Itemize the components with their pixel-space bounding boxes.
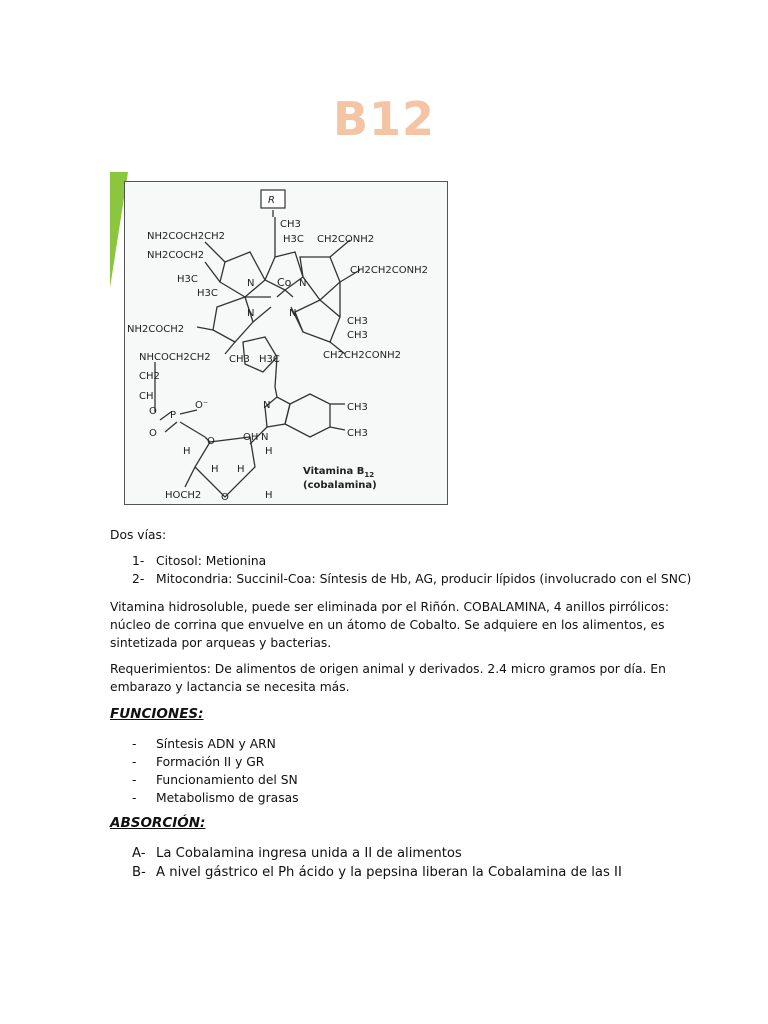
- list-marker: B-: [132, 865, 146, 880]
- absorption-heading: ABSORCIÓN:: [110, 815, 206, 831]
- list-item: [132, 753, 692, 771]
- list-item: [132, 863, 692, 882]
- mol-label: O⁻: [195, 400, 209, 411]
- mol-label: N: [261, 432, 269, 443]
- mol-label: H: [265, 490, 273, 501]
- mol-label: O: [149, 406, 157, 417]
- cobalamin-molecule-diagram: [125, 182, 447, 504]
- mol-label: H: [211, 464, 219, 475]
- mol-label: CH3: [347, 402, 368, 413]
- mol-label: CH3: [229, 354, 250, 365]
- figure-caption-line1: Vitamina $B_{12}$: [303, 466, 375, 479]
- functions-heading: FUNCIONES:: [110, 706, 204, 722]
- mol-label: P: [170, 410, 177, 421]
- list-item-text: La Cobalamina ingresa unida a II de alimentos: [156, 846, 462, 861]
- mol-label: N: [299, 278, 307, 289]
- list-item-text: Síntesis ADN y ARN: [156, 737, 276, 751]
- mol-label: N: [289, 308, 297, 319]
- mol-label: CH3: [347, 330, 368, 341]
- page-title: B12: [332, 92, 436, 146]
- list-item-text: A nivel gástrico el Ph ácido y la pepsina liberan la Cobalamina de las II: [156, 865, 622, 880]
- mol-label: CH2CONH2: [317, 234, 375, 245]
- absorption-list: [132, 844, 692, 882]
- mol-label: NH2COCH2: [147, 250, 205, 261]
- functions-list: [132, 735, 692, 807]
- list-item-text: Metabolismo de grasas: [156, 791, 299, 805]
- list-item: [132, 735, 692, 753]
- mol-label: CH2: [139, 371, 160, 382]
- list-marker: -: [132, 755, 137, 769]
- list-marker: 2-: [132, 572, 145, 586]
- mol-label: H3C: [283, 234, 304, 245]
- list-item-text: Citosol: Metionina: [156, 554, 267, 568]
- mol-label: OH: [243, 432, 259, 443]
- intro-text: Dos vías:: [110, 528, 167, 542]
- list-marker: 1-: [132, 554, 145, 568]
- cobalt-label: Co: [277, 276, 292, 289]
- mol-label: H3C: [197, 288, 218, 299]
- list-item: [132, 789, 692, 807]
- mol-label: H: [183, 446, 191, 457]
- list-marker: -: [132, 737, 137, 751]
- mol-label: HOCH2: [165, 490, 202, 501]
- mol-label: H: [237, 464, 245, 475]
- mol-label: NH2COCH2CH2: [147, 231, 225, 242]
- mol-label: O: [207, 436, 215, 447]
- list-item: [132, 552, 692, 570]
- mol-label: H: [265, 446, 273, 457]
- mol-label: CH3: [347, 428, 368, 439]
- mol-label: CH3: [347, 316, 368, 327]
- r-group-label: R: [268, 195, 275, 206]
- list-marker: -: [132, 791, 137, 805]
- list-item: [132, 771, 692, 789]
- mol-label: H3C: [177, 274, 198, 285]
- paragraph-requirements: Requerimientos: De alimentos de origen animal y derivados. 2.4 micro gramos por día. En embarazo y lactancia se necesita más.: [110, 662, 666, 694]
- list-item: [132, 844, 692, 863]
- mol-label: NHCOCH2CH2: [139, 352, 211, 363]
- figure-caption-line2: (cobalamina): [303, 480, 377, 491]
- paragraph-cobalamin: Vitamina hidrosoluble, puede ser eliminada por el Riñón. COBALAMINA, 4 anillos pirrólicos: núcleo de corrina que envuelve en un átomo de Cobalto. Se adquiere en los alimentos, es sintetizada por arqueas y bacterias.: [110, 600, 669, 650]
- mol-label: CH2CH2CONH2: [323, 350, 401, 361]
- mol-label: O: [149, 428, 157, 439]
- mol-label: N: [263, 400, 271, 411]
- pathways-list: [132, 552, 692, 588]
- list-item-text: Mitocondria: Succinil-Coa: Síntesis de Hb, AG, producir lípidos (involucrado con el SNC): [156, 572, 692, 586]
- list-item-text: Formación II y GR: [156, 755, 265, 769]
- mol-label: H3C: [259, 354, 280, 365]
- list-marker: A-: [132, 846, 146, 861]
- list-marker: -: [132, 773, 137, 787]
- mol-label: CH3: [280, 219, 301, 230]
- cobalamin-structure-figure: [124, 181, 448, 505]
- mol-label: N: [247, 308, 255, 319]
- mol-label: CH: [139, 391, 154, 402]
- mol-label: N: [247, 278, 255, 289]
- mol-label: CH2CH2CONH2: [350, 265, 428, 276]
- list-item: [132, 570, 692, 588]
- list-item-text: Funcionamiento del SN: [156, 773, 298, 787]
- mol-label: NH2COCH2: [127, 324, 185, 335]
- mol-label: O: [221, 492, 229, 503]
